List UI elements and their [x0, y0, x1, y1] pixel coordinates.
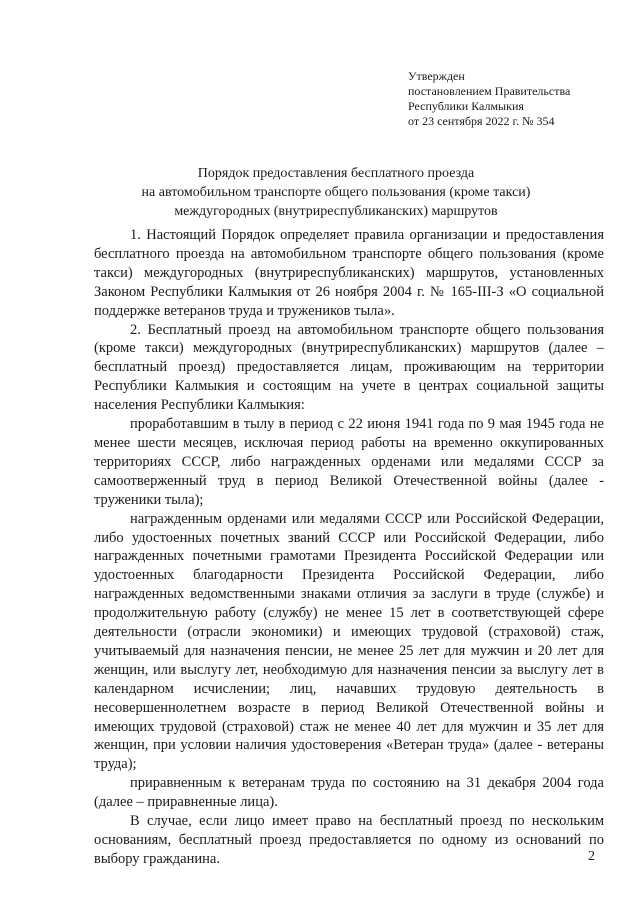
- approval-line-1: Утвержден: [408, 69, 465, 83]
- paragraph-1: 1. Настоящий Порядок определяет правила организации и предоставления бесплатного проезда на автомобильном транспорте общего пользования (кроме такси) междугородных (внутриреспубликанских) маршрутов, установленных Законом Республики Калмыкия от 26 ноября 2004 г. № 165-III-З «О социальной поддержке ветеранов труда и тружеников тыла».: [94, 227, 604, 319]
- approval-line-2: постановлением Правительства: [408, 84, 571, 98]
- document-title: [100, 164, 572, 221]
- paragraph-2: 2. Бесплатный проезд на автомобильном транспорте общего пользования (кроме такси) междугородных (внутриреспубликанских) маршрутов (далее – бесплатный проезд) предоставляется лицам, проживающим на территории Республики Калмыкия и состоящим на учете в центрах социальной защиты населения Республики Калмыкия:: [94, 321, 604, 414]
- document-body: [94, 226, 604, 869]
- title-line-1: Порядок предоставления бесплатного проезда: [197, 166, 475, 181]
- approval-line-4: от 23 сентября 2022 г. № 354: [408, 114, 555, 128]
- page-number: 2: [588, 849, 595, 864]
- paragraph-multiple-grounds: В случае, если лицо имеет право на бесплатный проезд по нескольким основаниям, бесплатный проезд предоставляется по одному из оснований по выбору гражданина.: [94, 813, 604, 867]
- title-line-3: междугородных (внутриреспубликанских) маршрутов: [174, 204, 498, 219]
- approval-line-3: Республики Калмыкия: [408, 99, 524, 113]
- paragraph-home-front-workers: проработавшим в тылу в период с 22 июня 1941 года по 9 мая 1945 года не менее шести месяцев, исключая период работы на временно оккупированных территориях СССР, либо награжденных орденами или медалями СССР за самоотверженный труд в период Великой Отечественной войны (далее - труженики тыла);: [94, 416, 604, 508]
- paragraph-equated-persons: приравненным к ветеранам труда по состоянию на 31 декабря 2004 года (далее – приравненные лица).: [94, 775, 604, 811]
- title-line-2: на автомобильном транспорте общего пользования (кроме такси): [141, 185, 531, 200]
- approval-stamp: [408, 69, 628, 129]
- paragraph-labor-veterans: награжденным орденами или медалями СССР или Российской Федерации, либо удостоенных почетных званий СССР или Российской Федерации, либо награжденных почетными грамотами Президента Российской Федерации или удостоенных благодарности Президента Российской Федерации, либо награжденных ведомственными знаками отличия за заслуги в труде (службе) и продолжительную работу (службу) не менее 15 лет в соответствующей сфере деятельности (отрасли экономики) и имеющих трудовой (страховой) стаж, учитываемый для назначения пенсии, не менее 25 лет для мужчин и 20 лет для женщин, или выслугу лет, необходимую для назначения пенсии за выслугу лет в календарном исчислении; лиц, начавших трудовую деятельность в несовершеннолетнем возрасте в период Великой Отечественной войны и имеющих трудовой (страховой) стаж не менее 40 лет для мужчин и 35 лет для женщин, при условии наличия удостоверения «Ветеран труда» (далее - ветераны труда);: [94, 510, 604, 773]
